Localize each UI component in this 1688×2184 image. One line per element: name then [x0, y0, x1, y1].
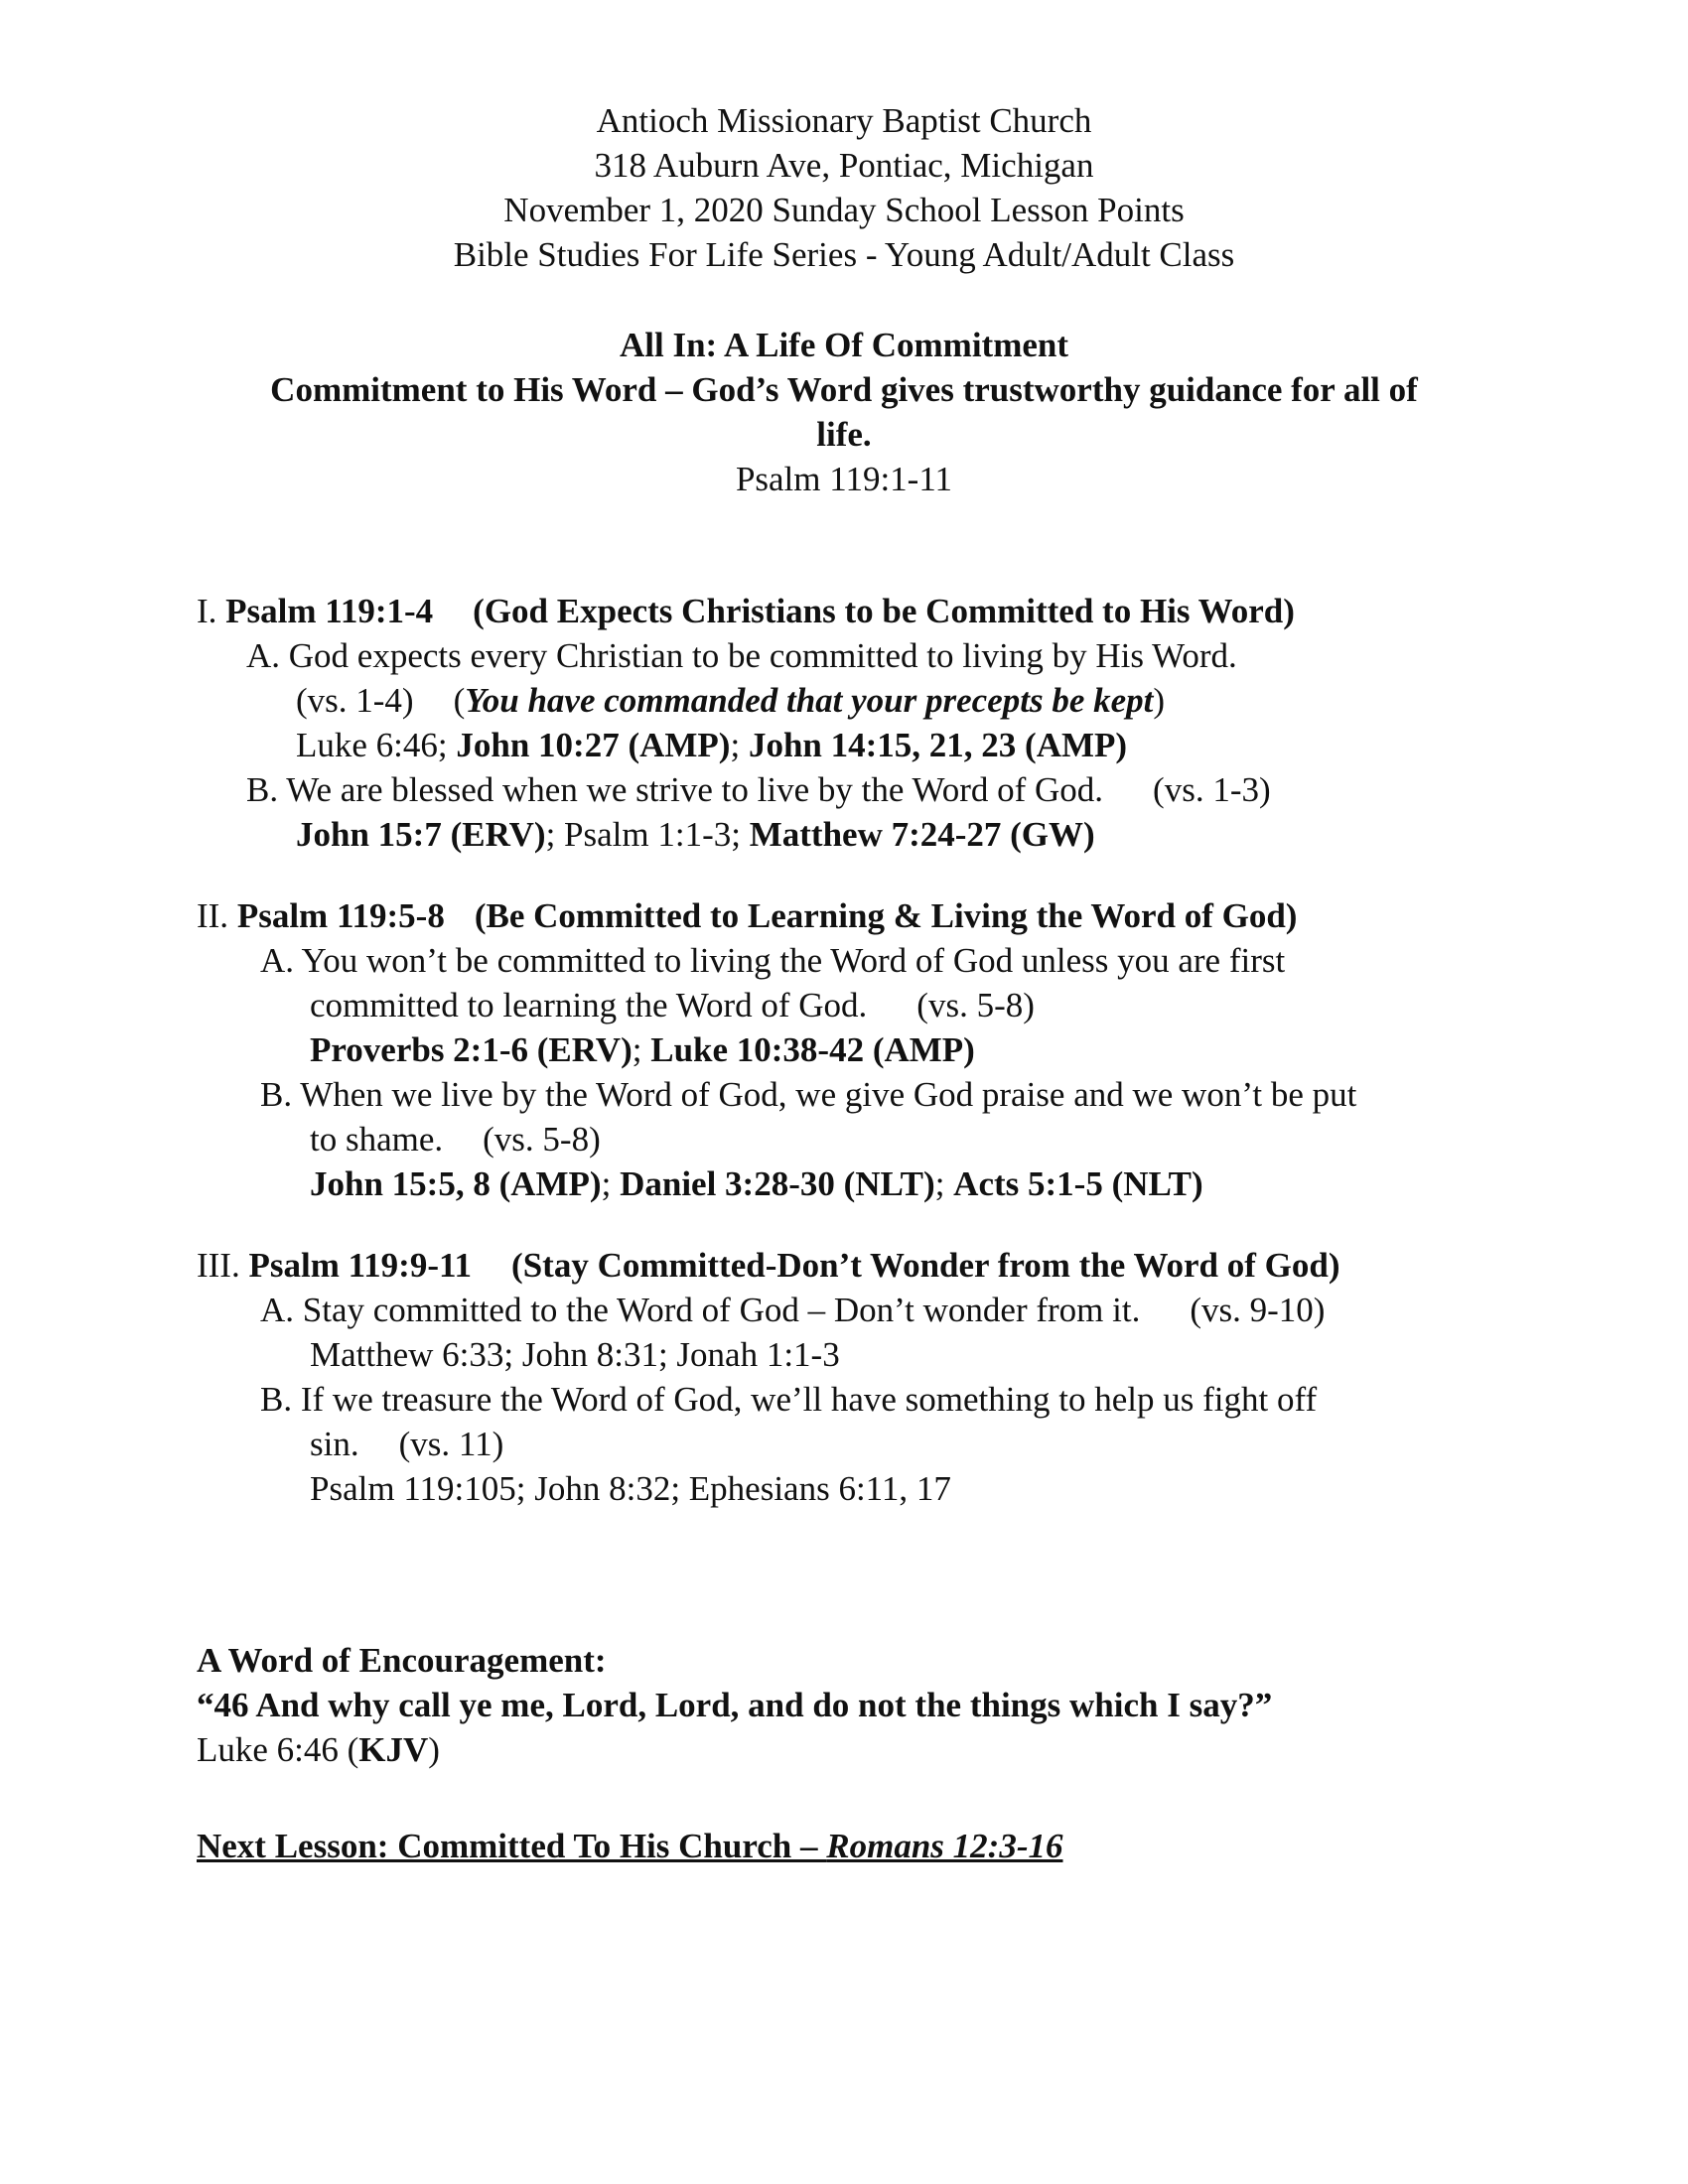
point-text: God expects every Christian to be committed to living by His Word.: [288, 636, 1237, 675]
ref: Luke 10:38-42 (AMP): [650, 1030, 975, 1069]
point-b: [0, 1377, 1688, 1422]
section-title: (Be Committed to Learning & Living the Word of God): [474, 896, 1298, 935]
lesson-date: November 1, 2020 Sunday School Lesson Points: [503, 191, 1185, 229]
point-verses: (vs. 5-8): [483, 1120, 601, 1159]
section-numeral: I.: [197, 592, 217, 630]
point-text: You won’t be committed to living the Word of God unless you are first: [301, 941, 1286, 980]
ref-separator: ;: [730, 726, 749, 764]
point-a-verses-line: [0, 678, 1688, 723]
quote-open: (: [453, 681, 466, 720]
lesson-subtitle-line-2: life.: [816, 415, 872, 454]
ref: ; Psalm 1:1-3;: [545, 815, 750, 854]
church-address: 318 Auburn Ave, Pontiac, Michigan: [594, 146, 1094, 185]
point-text: We are blessed when we strive to live by the Word of God.: [286, 770, 1104, 809]
ref: Proverbs 2:1-6 (ERV): [310, 1030, 633, 1069]
section-heading: [0, 1243, 1688, 1288]
point-letter: A.: [260, 1291, 295, 1329]
point-text: Stay committed to the Word of God – Don’t wonder from it.: [302, 1291, 1141, 1329]
section-heading: [0, 893, 1688, 938]
point-b-cont: [0, 1422, 1688, 1466]
section-2: [0, 893, 1688, 1206]
point-text: If we treasure the Word of God, we’ll have something to help us fight off: [300, 1380, 1318, 1419]
point-a-refs: [0, 723, 1688, 767]
point-text: committed to learning the Word of God.: [310, 986, 868, 1024]
point-a: [0, 938, 1688, 983]
encouragement-block: [0, 1638, 1688, 1772]
ref: Matthew 7:24-27 (GW): [749, 815, 1095, 854]
point-text: to shame.: [310, 1120, 444, 1159]
point-verses: (vs. 1-3): [1153, 770, 1271, 809]
point-verses: (vs. 11): [398, 1425, 504, 1463]
point-text: sin.: [310, 1425, 359, 1463]
ref: John 15:7 (ERV): [296, 815, 546, 854]
document-header: [0, 98, 1688, 277]
lesson-title: All In: A Life Of Commitment: [619, 326, 1069, 364]
point-b-refs: Psalm 119:105; John 8:32; Ephesians 6:11, 17: [310, 1469, 951, 1508]
point-b: [0, 1072, 1688, 1117]
section-1: [0, 589, 1688, 857]
section-heading: [0, 589, 1688, 633]
section-title: (God Expects Christians to be Committed to His Word): [473, 592, 1295, 630]
section-3: [0, 1243, 1688, 1511]
ref-close: ): [428, 1730, 440, 1769]
ref: Acts 5:1-5 (NLT): [953, 1164, 1203, 1203]
ref-separator: ;: [601, 1164, 621, 1203]
point-a-refs: Matthew 6:33; John 8:31; Jonah 1:1-3: [310, 1335, 840, 1374]
ref: Luke 6:46 (: [197, 1730, 359, 1769]
point-verses: (vs. 1-4): [296, 681, 414, 720]
point-a-refs: [0, 1027, 1688, 1072]
encouragement-ref: [0, 1727, 1688, 1772]
point-letter: A.: [246, 636, 281, 675]
series-line: Bible Studies For Life Series - Young Adult/Adult Class: [453, 235, 1235, 274]
point-a: [0, 1288, 1688, 1332]
point-letter: B.: [260, 1075, 293, 1114]
section-title: (Stay Committed-Don’t Wonder from the Word of God): [511, 1246, 1340, 1285]
point-letter: A.: [260, 941, 295, 980]
ref: Daniel 3:28-30 (NLT): [620, 1164, 935, 1203]
point-text: When we live by the Word of God, we give God praise and we won’t be put: [300, 1075, 1357, 1114]
point-b-refs: [0, 812, 1688, 857]
section-numeral: II.: [197, 896, 229, 935]
point-letter: B.: [260, 1380, 293, 1419]
section-passage: Psalm 119:5-8: [236, 896, 445, 935]
point-verses: (vs. 9-10): [1190, 1291, 1326, 1329]
encouragement-quote: “46 And why call ye me, Lord, Lord, and do not the things which I say?”: [197, 1686, 1273, 1724]
point-a: [0, 633, 1688, 678]
next-lesson-line: [0, 1824, 1688, 1868]
lesson-title-block: [0, 323, 1688, 501]
point-verses: (vs. 5-8): [916, 986, 1035, 1024]
ref: John 10:27 (AMP): [456, 726, 731, 764]
encouragement-label: A Word of Encouragement:: [197, 1641, 607, 1680]
point-quote: You have commanded that your precepts be kept: [465, 681, 1154, 720]
lesson-scripture: Psalm 119:1-11: [735, 460, 953, 498]
ref-version: KJV: [358, 1730, 429, 1769]
lesson-subtitle-line-1: Commitment to His Word – God’s Word gives trustworthy guidance for all of: [270, 370, 1418, 409]
next-lesson-passage: Romans 12:3-16: [826, 1827, 1063, 1865]
section-passage: Psalm 119:1-4: [225, 592, 434, 630]
point-letter: B.: [246, 770, 279, 809]
section-numeral: III.: [197, 1246, 240, 1285]
point-b-refs: [0, 1161, 1688, 1206]
ref: John 14:15, 21, 23 (AMP): [748, 726, 1128, 764]
section-passage: Psalm 119:9-11: [248, 1246, 473, 1285]
quote-close: ): [1153, 681, 1166, 720]
ref: Luke 6:46;: [296, 726, 457, 764]
next-lesson: [0, 1824, 1688, 1868]
ref-separator: ;: [632, 1030, 651, 1069]
point-b-cont: [0, 1117, 1688, 1161]
ref: John 15:5, 8 (AMP): [310, 1164, 602, 1203]
point-a-cont: [0, 983, 1688, 1027]
church-name: Antioch Missionary Baptist Church: [596, 101, 1092, 140]
point-b: [0, 767, 1688, 812]
ref-separator: ;: [934, 1164, 954, 1203]
next-lesson-label: Next Lesson: Committed To His Church –: [197, 1827, 827, 1865]
